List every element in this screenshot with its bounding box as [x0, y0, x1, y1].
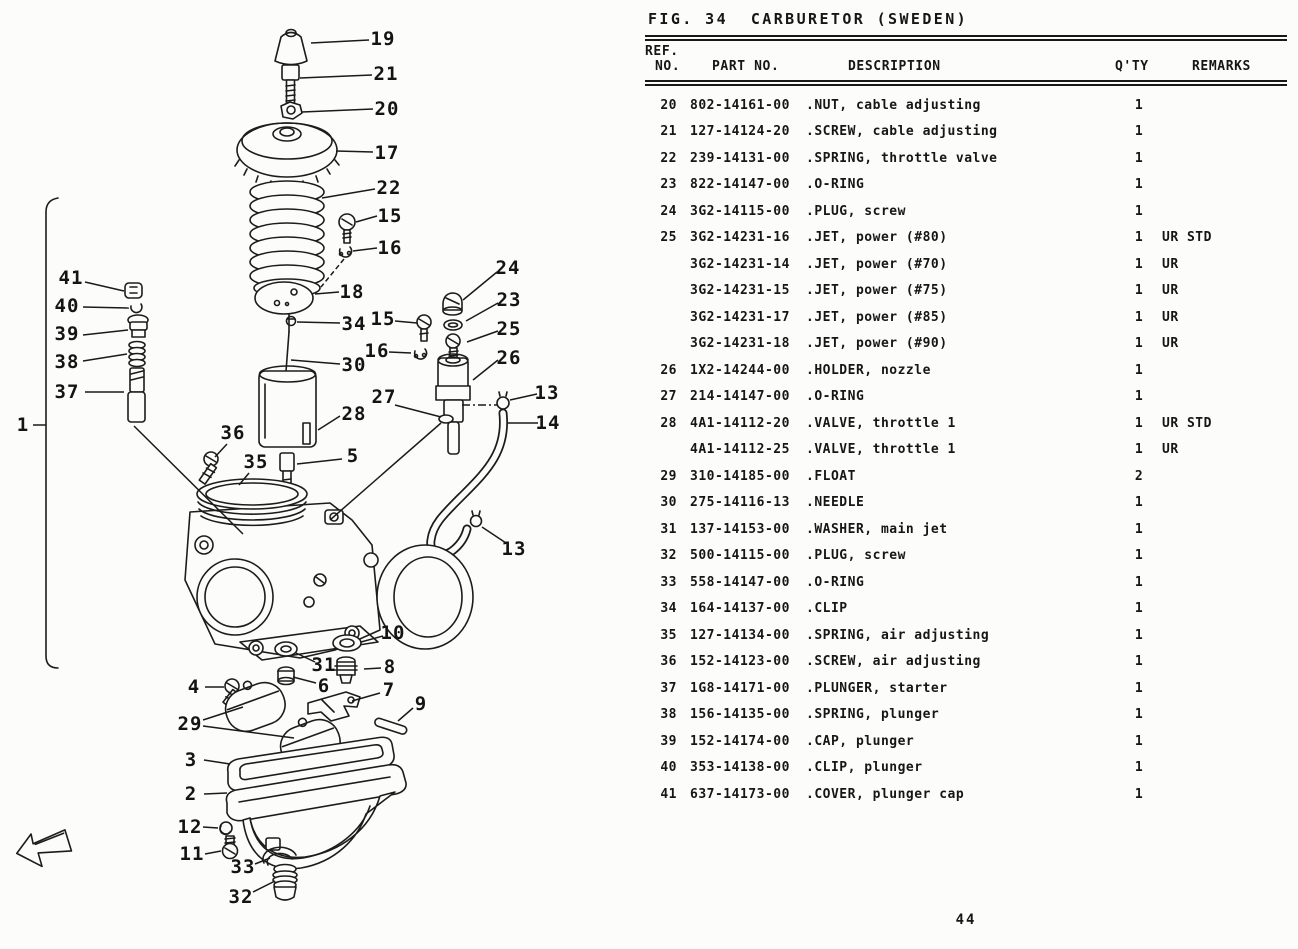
part-plunger-cap-cover-41: [125, 283, 142, 298]
qty-cell: 1: [1134, 574, 1144, 590]
page-number: 44: [955, 912, 977, 928]
part-washer-10: [333, 635, 361, 651]
ref-no-cell: 30: [660, 495, 677, 511]
ref-no-cell: 33: [660, 574, 677, 590]
part-screw-12: [220, 822, 232, 834]
table-row: [645, 172, 1293, 199]
description-cell: .O-RING: [806, 177, 865, 193]
description-cell: .O-RING: [806, 389, 865, 405]
description-cell: .PLUG, screw: [806, 548, 906, 564]
callout-12: 12: [177, 816, 203, 838]
part-nozzle-holder-26: [436, 354, 470, 454]
qty-cell: 1: [1134, 680, 1144, 696]
title-rule: [645, 35, 1287, 41]
qty-cell: 1: [1134, 230, 1144, 246]
leader-line-3: [204, 760, 230, 764]
qty-cell: 1: [1134, 283, 1144, 299]
description-cell: .CLIP, plunger: [806, 760, 923, 776]
ref-no-cell: 22: [660, 150, 677, 166]
table-row: [645, 569, 1293, 596]
leader-line-8: [364, 668, 381, 669]
ref-no-cell: 40: [660, 760, 677, 776]
part-pipe-clip-13-lower: [471, 511, 482, 527]
part-oring-27: [439, 415, 453, 423]
qty-cell: 1: [1134, 362, 1144, 378]
leader-line-27: [395, 405, 441, 417]
table-row: [645, 278, 1293, 305]
callout-3: 3: [184, 749, 198, 771]
qty-cell: 1: [1134, 309, 1144, 325]
leader-line-15: [356, 216, 377, 222]
ref-no-cell: 31: [660, 521, 677, 537]
description-cell: .JET, power (#90): [806, 336, 948, 352]
table-row: [645, 490, 1293, 517]
table-row: [645, 702, 1293, 729]
parts-table-body: [645, 92, 1293, 808]
qty-cell: 1: [1134, 495, 1144, 511]
part-no-cell: 500-14115-00: [690, 548, 790, 564]
leader-line-15: [395, 321, 417, 323]
description-cell: .VALVE, throttle 1: [806, 415, 956, 431]
parts-table-panel: [645, 0, 1293, 949]
callout-25: 25: [496, 318, 522, 340]
table-row: [645, 357, 1293, 384]
leader-line-26: [473, 360, 498, 380]
remarks-cell: UR STD: [1162, 415, 1212, 431]
callout-41: 41: [58, 267, 84, 289]
part-no-cell: 214-14147-00: [690, 389, 790, 405]
part-no-cell: 239-14131-00: [690, 150, 790, 166]
part-no-cell: 152-14123-00: [690, 654, 790, 670]
leader-line-28: [318, 416, 340, 430]
ref-no-cell: 29: [660, 468, 677, 484]
ref-no-cell: 21: [660, 124, 677, 140]
part-no-cell: 156-14135-00: [690, 707, 790, 723]
part-no-cell: 4A1-14112-20: [690, 415, 790, 431]
callout-31: 31: [311, 654, 337, 676]
table-row: [645, 649, 1293, 676]
callout-26: 26: [496, 347, 522, 369]
callout-10: 10: [380, 622, 406, 644]
part-needle-clip-34: [287, 317, 296, 326]
part-no-cell: 3G2-14231-15: [690, 283, 790, 299]
qty-cell: 1: [1134, 521, 1144, 537]
part-main-jet-washer-31: [275, 642, 297, 656]
part-mixing-chamber-cap-17: [235, 123, 339, 189]
leader-line-20: [302, 109, 373, 112]
part-plunger-clip-40: [131, 304, 142, 313]
part-eclip-16-lower: [415, 349, 427, 359]
description-cell: .HOLDER, nozzle: [806, 362, 931, 378]
part-no-cell: 127-14124-20: [690, 124, 790, 140]
ref-no-cell: 34: [660, 601, 677, 617]
header-qty: Q'TY: [1115, 59, 1149, 74]
part-no-cell: 3G2-14115-00: [690, 203, 790, 219]
ref-no-cell: 41: [660, 786, 677, 802]
part-screw-15-lower: [417, 315, 431, 341]
description-cell: .WASHER, main jet: [806, 521, 948, 537]
part-no-cell: 4A1-14112-25: [690, 442, 790, 458]
leader-line-6: [293, 677, 316, 683]
callout-13: 13: [501, 538, 527, 560]
qty-cell: 1: [1134, 256, 1144, 272]
part-drain-plug-32: [273, 865, 297, 901]
callout-8: 8: [383, 656, 397, 678]
header-description: DESCRIPTION: [848, 59, 941, 74]
part-eclip-16-upper: [340, 247, 352, 257]
table-row: [645, 145, 1293, 172]
qty-cell: 1: [1134, 336, 1144, 352]
table-row: [645, 251, 1293, 278]
part-diaphragm-plate-18: [255, 282, 313, 314]
leader-line-17: [336, 151, 373, 152]
callout-30: 30: [341, 354, 367, 376]
ref-no-cell: 24: [660, 203, 677, 219]
description-cell: .O-RING: [806, 574, 865, 590]
table-row: [645, 198, 1293, 225]
leader-line-38: [83, 354, 127, 361]
leader-line-9: [398, 708, 413, 721]
leader-line-5: [297, 459, 342, 464]
qty-cell: 1: [1134, 177, 1144, 193]
qty-cell: 1: [1134, 786, 1144, 802]
callout-28: 28: [341, 403, 367, 425]
callout-11: 11: [179, 843, 205, 865]
part-no-cell: 1G8-14171-00: [690, 680, 790, 696]
callout-18: 18: [339, 281, 365, 303]
description-cell: .PLUG, screw: [806, 203, 906, 219]
qty-cell: 1: [1134, 203, 1144, 219]
part-no-cell: 3G2-14231-14: [690, 256, 790, 272]
callout-15: 15: [370, 308, 396, 330]
callout-2: 2: [184, 783, 198, 805]
figure-title: FIG. 34 CARBURETOR (SWEDEN): [648, 10, 969, 28]
part-screw-15-upper: [339, 214, 355, 243]
ref-no-cell: 20: [660, 97, 677, 113]
part-no-cell: 1X2-14244-00: [690, 362, 790, 378]
qty-cell: 1: [1134, 707, 1144, 723]
remarks-cell: UR: [1162, 283, 1179, 299]
part-no-cell: 3G2-14231-16: [690, 230, 790, 246]
callout-6: 6: [317, 675, 331, 697]
ref-no-cell: 23: [660, 177, 677, 193]
description-cell: .JET, power (#85): [806, 309, 948, 325]
description-cell: .JET, power (#80): [806, 230, 948, 246]
leader-line-41: [85, 282, 124, 291]
callout-5: 5: [346, 445, 360, 467]
part-plug-screw-24: [443, 293, 462, 315]
part-no-cell: 558-14147-00: [690, 574, 790, 590]
qty-cell: 1: [1134, 760, 1144, 776]
callout-14: 14: [535, 412, 561, 434]
description-cell: .PLUNGER, starter: [806, 680, 948, 696]
part-cap-cover-19: [275, 30, 307, 65]
leader-line-30: [291, 360, 340, 364]
qty-cell: 1: [1134, 442, 1144, 458]
part-no-cell: 637-14173-00: [690, 786, 790, 802]
ref-no-cell: 38: [660, 707, 677, 723]
leader-line-16: [389, 352, 411, 353]
carburetor-body: [185, 479, 473, 660]
table-row: [645, 728, 1293, 755]
qty-cell: 1: [1134, 124, 1144, 140]
ref-no-cell: 36: [660, 654, 677, 670]
part-power-jet-25: [446, 334, 460, 360]
qty-cell: 1: [1134, 415, 1144, 431]
table-row: [645, 675, 1293, 702]
leader-line-40: [83, 307, 129, 308]
description-cell: .SPRING, plunger: [806, 707, 940, 723]
callout-7: 7: [382, 679, 396, 701]
ref-no-cell: 25: [660, 230, 677, 246]
callout-38: 38: [54, 351, 80, 373]
ref1-bracket: [46, 198, 58, 668]
part-oring-23: [444, 320, 462, 330]
leader-line-16: [353, 248, 377, 251]
part-no-cell: 310-14185-00: [690, 468, 790, 484]
ref-no-cell: 28: [660, 415, 677, 431]
description-cell: .CLIP: [806, 601, 848, 617]
callout-22: 22: [376, 177, 402, 199]
qty-cell: 1: [1134, 627, 1144, 643]
table-header: [645, 44, 1293, 80]
qty-cell: 2: [1134, 468, 1144, 484]
remarks-cell: UR: [1162, 309, 1179, 325]
qty-cell: 1: [1134, 601, 1144, 617]
leader-line-19: [311, 40, 369, 43]
callout-35: 35: [243, 451, 269, 473]
callout-17: 17: [374, 142, 400, 164]
table-row: [645, 516, 1293, 543]
part-no-cell: 127-14134-00: [690, 627, 790, 643]
part-float-pin-9: [374, 717, 408, 735]
part-plunger-spring-38: [129, 342, 145, 367]
header-ref-line1: REF.: [645, 44, 679, 59]
leader-line-25: [467, 331, 498, 342]
table-row: [645, 304, 1293, 331]
ref-no-cell: 27: [660, 389, 677, 405]
description-cell: .SPRING, throttle valve: [806, 150, 998, 166]
callout-32: 32: [228, 886, 254, 908]
part-plug-screw-6: [278, 667, 294, 685]
part-no-cell: 353-14138-00: [690, 760, 790, 776]
remarks-cell: UR: [1162, 336, 1179, 352]
ref-no-cell: 26: [660, 362, 677, 378]
leader-line-2: [204, 793, 227, 794]
callout-40: 40: [54, 295, 80, 317]
part-no-cell: 822-14147-00: [690, 177, 790, 193]
ref-no-cell: 35: [660, 627, 677, 643]
part-no-cell: 275-14116-13: [690, 495, 790, 511]
remarks-cell: UR: [1162, 256, 1179, 272]
part-no-cell: 3G2-14231-18: [690, 336, 790, 352]
part-nut-cable-adjust-20: [281, 102, 302, 119]
header-rule: [645, 80, 1287, 86]
remarks-cell: UR: [1162, 442, 1179, 458]
leader-line-24: [463, 272, 497, 300]
callout-39: 39: [54, 323, 80, 345]
table-row: [645, 92, 1293, 119]
description-cell: .NEEDLE: [806, 495, 865, 511]
leader-line-11: [205, 851, 221, 854]
qty-cell: 1: [1134, 150, 1144, 166]
table-row: [645, 384, 1293, 411]
callout-19: 19: [370, 28, 396, 50]
callout-15: 15: [377, 205, 403, 227]
qty-cell: 1: [1134, 548, 1144, 564]
description-cell: .VALVE, throttle 1: [806, 442, 956, 458]
fwd-arrow-icon: [0, 827, 73, 892]
part-no-cell: 164-14137-00: [690, 601, 790, 617]
leader-line-32: [253, 881, 275, 892]
part-throttle-spring-22: [250, 181, 324, 297]
callout-21: 21: [373, 63, 399, 85]
table-row: [645, 755, 1293, 782]
callout-33: 33: [230, 856, 256, 878]
part-starter-plunger-37: [128, 368, 145, 422]
part-throttle-valve-28: [259, 366, 316, 447]
leader-line-18: [315, 292, 339, 294]
table-row: [645, 119, 1293, 146]
callout-27: 27: [371, 386, 397, 408]
part-screw-cable-adjust-21: [282, 65, 299, 103]
leader-line-36: [215, 444, 227, 457]
callout-29: 29: [177, 713, 203, 735]
leader-line-21: [300, 75, 372, 78]
table-row: [645, 596, 1293, 623]
table-row: [645, 781, 1293, 808]
table-row: [645, 331, 1293, 358]
description-cell: .SCREW, cable adjusting: [806, 124, 998, 140]
table-row: [645, 622, 1293, 649]
qty-cell: 1: [1134, 654, 1144, 670]
remarks-cell: UR STD: [1162, 230, 1212, 246]
table-row: [645, 463, 1293, 490]
callout-23: 23: [496, 289, 522, 311]
callout-9: 9: [414, 693, 428, 715]
table-row: [645, 437, 1293, 464]
part-valve-seat-8: [335, 657, 357, 683]
part-plunger-cap-39: [128, 315, 148, 337]
callout-13: 13: [534, 382, 560, 404]
ref-no-cell: 37: [660, 680, 677, 696]
header-part-no: PART NO.: [712, 59, 780, 74]
part-no-cell: 802-14161-00: [690, 97, 790, 113]
callout-4: 4: [187, 676, 201, 698]
callout-1: 1: [16, 414, 30, 436]
part-pipe-clip-13-upper: [497, 392, 509, 409]
qty-cell: 1: [1134, 389, 1144, 405]
description-cell: .SPRING, air adjusting: [806, 627, 990, 643]
leader-line-13: [510, 394, 537, 400]
table-row: [645, 225, 1293, 252]
callout-36: 36: [220, 422, 246, 444]
header-ref-line2: NO.: [655, 59, 681, 74]
qty-cell: 1: [1134, 733, 1144, 749]
callout-16: 16: [364, 340, 390, 362]
description-cell: .JET, power (#70): [806, 256, 948, 272]
leader-line-34: [297, 322, 340, 323]
description-cell: .NUT, cable adjusting: [806, 97, 981, 113]
description-cell: .CAP, plunger: [806, 733, 915, 749]
header-remarks: REMARKS: [1192, 59, 1251, 74]
leader-line-12: [203, 827, 218, 828]
table-row: [645, 543, 1293, 570]
ref-no-cell: 39: [660, 733, 677, 749]
part-no-cell: 3G2-14231-17: [690, 309, 790, 325]
callout-20: 20: [374, 98, 400, 120]
table-row: [645, 410, 1293, 437]
description-cell: .SCREW, air adjusting: [806, 654, 981, 670]
description-cell: .COVER, plunger cap: [806, 786, 965, 802]
part-no-cell: 152-14174-00: [690, 733, 790, 749]
leader-line-39: [83, 330, 128, 335]
line-27-to-body: [330, 423, 441, 520]
description-cell: .JET, power (#75): [806, 283, 948, 299]
callout-37: 37: [54, 381, 80, 403]
callout-16: 16: [377, 237, 403, 259]
part-float-bracket-7: [308, 692, 360, 721]
ref-no-cell: 32: [660, 548, 677, 564]
exploded-diagram: [0, 0, 648, 949]
qty-cell: 1: [1134, 97, 1144, 113]
leader-line-23: [466, 303, 498, 321]
callout-34: 34: [341, 313, 367, 335]
callout-24: 24: [495, 257, 521, 279]
description-cell: .FLOAT: [806, 468, 856, 484]
part-no-cell: 137-14153-00: [690, 521, 790, 537]
leader-line-22: [322, 189, 375, 198]
